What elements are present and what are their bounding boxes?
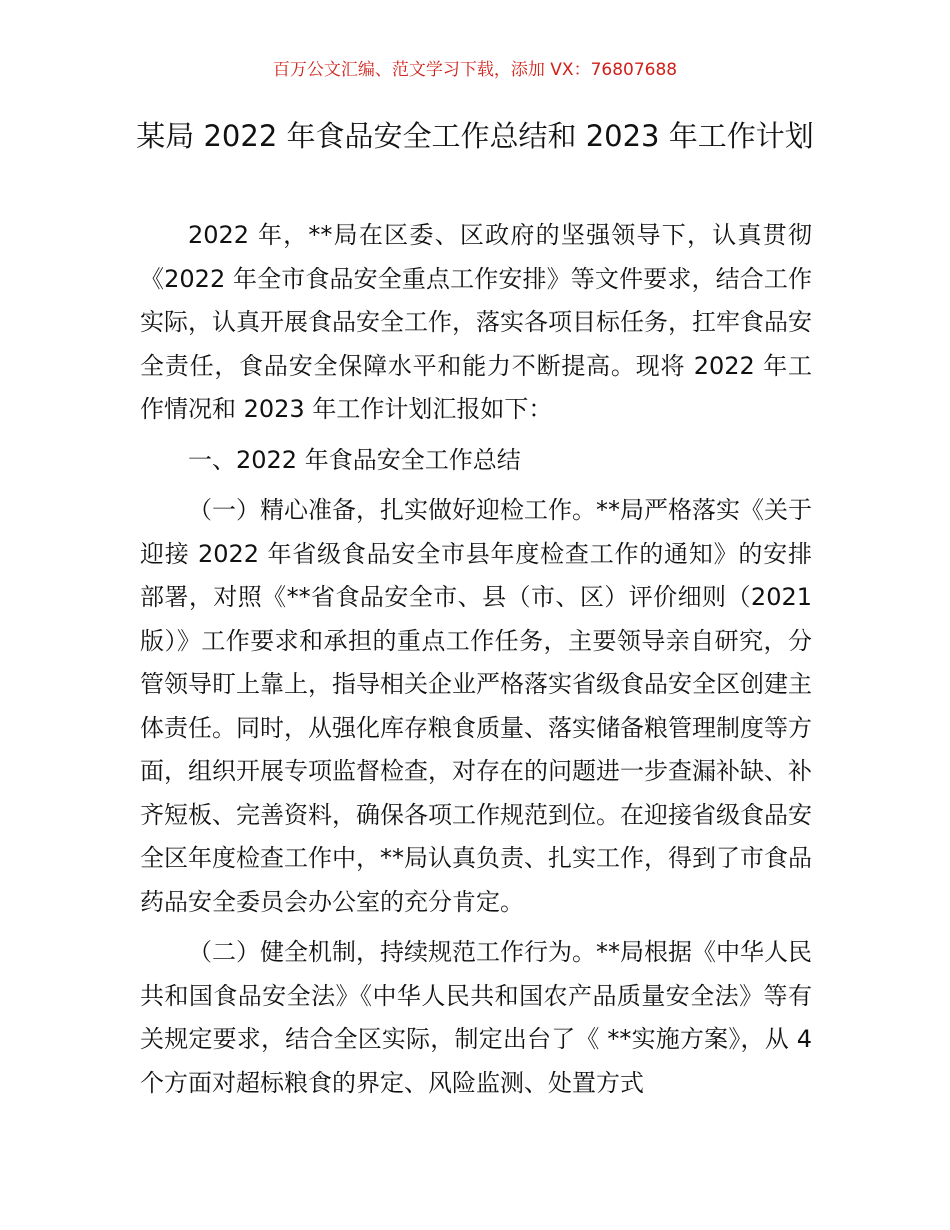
document-title: 某局 2022 年食品安全工作总结和 2023 年工作计划: [136, 119, 814, 153]
header-note: 百万公文汇编、范文学习下载，添加 VX：76807688: [272, 60, 678, 80]
paragraph-preparation: （一）精心准备，扎实做好迎检工作。**局严格落实《关于迎接 2022 年省级食品安全市县年度检查工作的通知》的安排部署，对照《**省食品安全市、县（市、区）评价细则（2021 版）》工作要求和承担的重点工作任务，主要领导亲自研究，分管领导盯上靠上，指导相关企业严格落实省级食品安全区创建主体责任。同时，从强化库存粮食质量、落实储备粮管理制度等方面，组织开展专项监督检查，对存在的问题进一步查漏补缺、补齐短板、完善资料，确保各项工作规范到位。在迎接省级食品安全区年度检查工作中，**局认真负责、扎实工作，得到了市食品药品安全委员会办公室的充分肯定。: [140, 496, 812, 916]
intro-paragraph: 2022 年，**局在区委、区政府的坚强领导下，认真贯彻《2022 年全市食品安全重点工作安排》等文件要求，结合工作实际，认真开展食品安全工作，落实各项目标任务，扛牢食品安全责任，食品安全保障水平和能力不断提高。现将 2022 年工作情况和 2023 年工作计划汇报如下：: [140, 221, 812, 423]
document-body: [140, 214, 812, 1112]
section-heading: 一、2022 年食品安全工作总结: [188, 445, 521, 474]
paragraph-mechanism: （二）健全机制，持续规范工作行为。**局根据《中华人民共和国食品安全法》《中华人民共和国农产品质量安全法》等有关规定要求，结合全区实际，制定出台了《 **实施方案》，从 4 个方面对超标粮食的界定、风险监测、处置方式: [140, 938, 812, 1097]
